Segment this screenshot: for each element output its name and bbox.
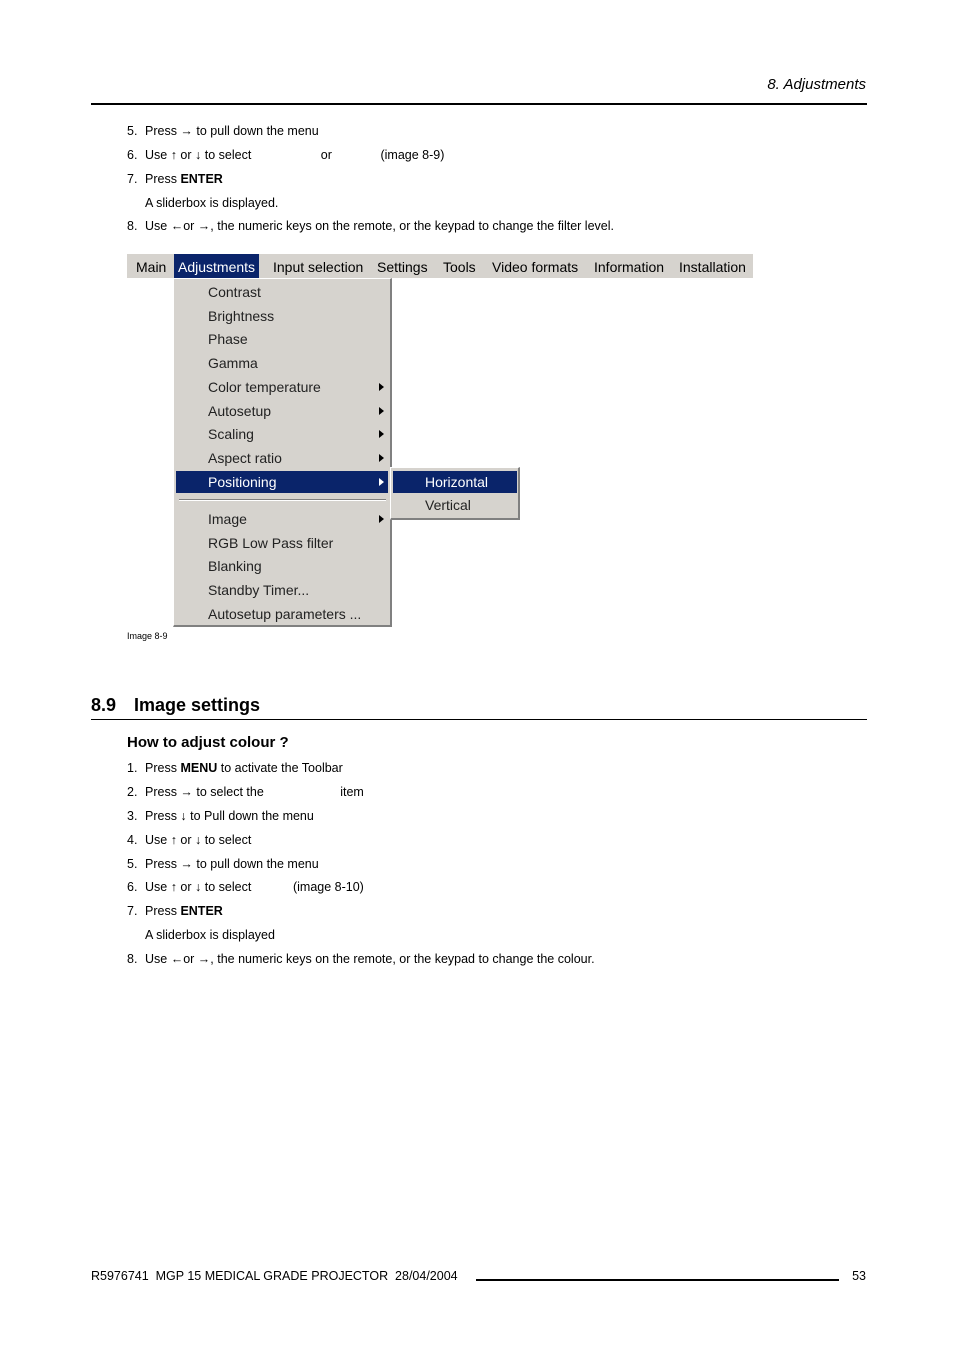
- step-7b: 7. Press ENTER: [127, 904, 223, 918]
- menubar-item-input-selection[interactable]: Input selection: [273, 259, 364, 275]
- section-rule: [91, 719, 867, 720]
- menu-item-aspect-ratio[interactable]: Aspect ratio: [176, 447, 388, 469]
- menu-item-color-temperature[interactable]: Color temperature: [176, 376, 388, 398]
- menu-bar: [127, 254, 753, 278]
- menubar-item-installation[interactable]: Installation: [679, 259, 746, 275]
- footer-rule: [476, 1279, 839, 1281]
- subsection-title: How to adjust colour ?: [127, 734, 289, 751]
- step-6: 6. Use ↑ or ↓ to select or (image 8-9): [127, 148, 445, 162]
- step-7: 7. Press ENTER: [127, 172, 223, 186]
- menubar-item-video-formats[interactable]: Video formats: [492, 259, 579, 275]
- submenu-arrow-icon: [379, 407, 384, 415]
- step-8b: 8. Use ←or →, the numeric keys on the remote, or the keypad to change the colour.: [127, 952, 595, 966]
- menu-item-scaling[interactable]: Scaling: [176, 423, 388, 445]
- menu-item-contrast[interactable]: Contrast: [208, 284, 261, 300]
- menu-item-autosetup-parameters[interactable]: Autosetup parameters ...: [208, 606, 362, 622]
- step-note: A sliderbox is displayed.: [145, 196, 279, 210]
- running-header: 8. Adjustments: [767, 76, 866, 93]
- menubar-item-main[interactable]: Main: [136, 259, 167, 275]
- submenu-arrow-icon: [379, 430, 384, 438]
- step-6b: 6. Use ↑ or ↓ to select (image 8-10): [127, 880, 364, 894]
- submenu-arrow-icon: [379, 515, 384, 523]
- page-number: 53: [852, 1269, 866, 1283]
- step-3: 3. Press ↓ to Pull down the menu: [127, 809, 314, 823]
- submenu-arrow-icon: [379, 383, 384, 391]
- menu-item-brightness[interactable]: Brightness: [208, 308, 275, 324]
- step-1: 1. Press MENU to activate the Toolbar: [127, 761, 343, 775]
- submenu-arrow-icon: [379, 454, 384, 462]
- menu-item-image[interactable]: Image: [176, 508, 388, 530]
- menu-item-rgb-low-pass-filter[interactable]: RGB Low Pass filter: [208, 535, 334, 551]
- menubar-item-information[interactable]: Information: [594, 259, 665, 275]
- menu-separator: [179, 499, 386, 501]
- step-5: 5. Press → to pull down the menu: [127, 124, 319, 138]
- menubar-item-tools[interactable]: Tools: [443, 259, 476, 275]
- menu-item-gamma[interactable]: Gamma: [208, 355, 258, 371]
- menu-item-positioning[interactable]: Positioning: [176, 471, 388, 493]
- positioning-submenu: [390, 467, 520, 520]
- menu-item-standby-timer[interactable]: Standby Timer...: [208, 582, 310, 598]
- menubar-item-adjustments[interactable]: Adjustments: [174, 254, 259, 278]
- menu-item-autosetup[interactable]: Autosetup: [176, 400, 388, 422]
- step-4: 4. Use ↑ or ↓ to select: [127, 833, 252, 847]
- menubar-item-settings[interactable]: Settings: [377, 259, 428, 275]
- adjustments-dropdown: [173, 278, 392, 627]
- section-title: 8.9 Image settings: [91, 695, 261, 715]
- menu-item-blanking[interactable]: Blanking: [208, 558, 262, 574]
- footer-text: R5976741 MGP 15 MEDICAL GRADE PROJECTOR 28/04/2004: [91, 1269, 458, 1283]
- image-caption: Image 8-9: [127, 631, 168, 641]
- submenu-arrow-icon: [379, 478, 384, 486]
- step-note-b: A sliderbox is displayed: [145, 928, 275, 942]
- step-8: 8. Use ←or →, the numeric keys on the remote, or the keypad to change the filter level.: [127, 219, 614, 233]
- submenu-item-horizontal[interactable]: Horizontal: [393, 471, 517, 493]
- submenu-item-vertical[interactable]: Vertical: [425, 497, 471, 513]
- step-2: 2. Press → to select the item: [127, 785, 364, 799]
- menu-item-phase[interactable]: Phase: [208, 331, 248, 347]
- header-rule: [91, 103, 867, 105]
- step-5b: 5. Press → to pull down the menu: [127, 857, 319, 871]
